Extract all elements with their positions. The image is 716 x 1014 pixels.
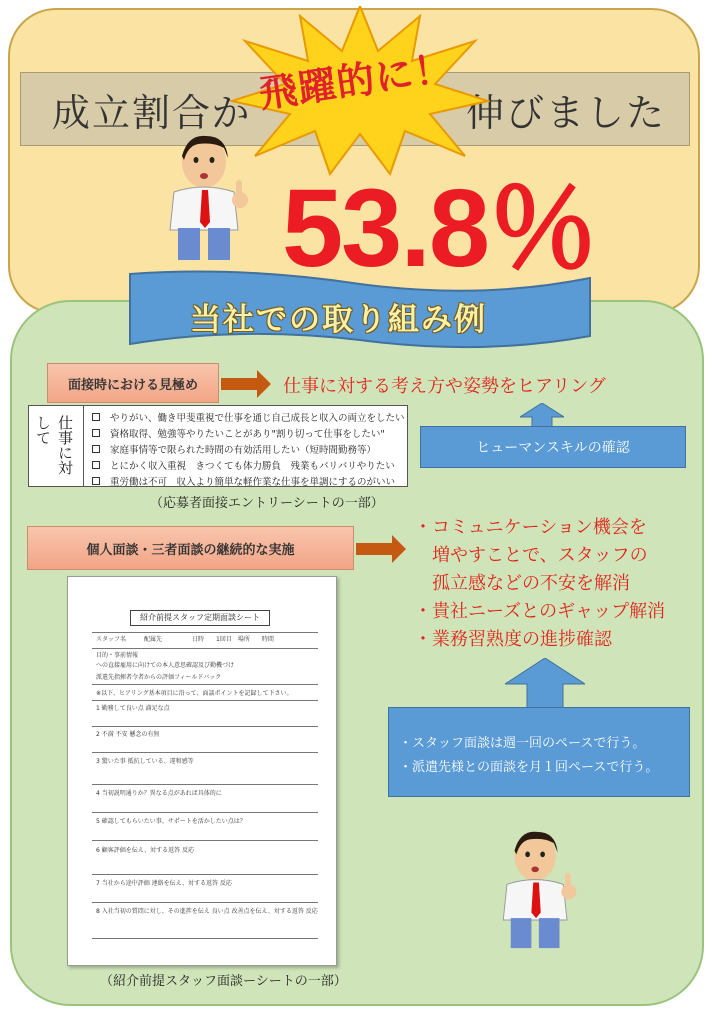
arrow-up-icon bbox=[505, 658, 585, 708]
doc-rule bbox=[92, 840, 318, 841]
checkbox-icon bbox=[92, 477, 100, 485]
doc-title: 紹介前提スタッフ定期面談シート bbox=[130, 610, 270, 626]
headline-right: 伸びました bbox=[466, 91, 667, 135]
businessman-icon bbox=[492, 822, 582, 957]
doc-text: 7 当社から途中評価 連絡を伝え、対する返答 反応 bbox=[96, 880, 232, 887]
doc-rule bbox=[92, 752, 318, 753]
doc-rule bbox=[92, 874, 318, 875]
result-line: ・貴社ニーズとのギャップ解消 bbox=[414, 601, 666, 622]
doc-text: 3 驚いた事 抵抗している、違和感等 bbox=[96, 758, 194, 765]
skill-check-box: ヒューマンスキルの確認 bbox=[420, 426, 686, 468]
checkbox-icon bbox=[92, 413, 100, 421]
result-line: 孤立感などの不安を解消 bbox=[414, 573, 630, 594]
doc-rule bbox=[92, 784, 318, 785]
continuous-results bbox=[414, 514, 665, 654]
meeting-line: ・派遣先様との面談を月１回ペースで行う。 bbox=[399, 760, 659, 775]
doc-rule bbox=[92, 938, 318, 939]
arrow-right-icon bbox=[356, 543, 392, 555]
entry-sheet-label bbox=[28, 405, 84, 487]
doc-caption: （紹介前提スタッフ面談ーシートの一部） bbox=[100, 974, 347, 989]
entry-row: 重労働は不可 収入より簡単な軽作業な仕事を単調にするのがいい bbox=[92, 474, 395, 488]
entry-row: 資格取得、勉強等やりたいことがあり"割り切って仕事をしたい" bbox=[92, 426, 385, 440]
result-line: ・業務習熟度の進捗確認 bbox=[414, 629, 612, 650]
doc-text: 派遣先指揮者令者からの評価フィールドバック bbox=[96, 674, 222, 681]
checkbox-icon bbox=[92, 445, 100, 453]
doc-rule bbox=[92, 902, 318, 903]
meeting-frequency-box bbox=[388, 707, 690, 797]
entry-row: とにかく収入重視 きつくても体力勝負 残業もバリバリやりたい bbox=[92, 458, 395, 472]
doc-text: 4 当初説明通りか？異なる点があれば具体的に bbox=[96, 790, 222, 797]
result-line: 増やすことで、スタッフの bbox=[414, 545, 648, 566]
doc-rule bbox=[92, 812, 318, 813]
continuous-label-box: 個人面談・三者面談の継続的な実施 bbox=[27, 526, 354, 570]
result-line: ・コミュニケーション機会を bbox=[414, 517, 647, 538]
entry-sheet-caption: （応募者面接エントリーシートの一部） bbox=[150, 496, 384, 511]
burst-text: 飛躍的に！ bbox=[256, 45, 456, 117]
checkbox-icon bbox=[92, 429, 100, 437]
doc-rule bbox=[92, 648, 318, 649]
doc-text: への直接雇用に向けての本人意思確認及び勤機づけ bbox=[96, 662, 235, 669]
entry-sheet-label-text: 仕事に対して bbox=[34, 415, 74, 475]
entry-row: 家庭事情等で限られた時間の有効活用したい（短時間勤務等） bbox=[92, 442, 376, 456]
meeting-line: ・スタッフ面談は週一回のペースで行う。 bbox=[399, 736, 646, 751]
doc-rule bbox=[92, 684, 318, 685]
doc-text: 8 入社当初の質問に対し、その進捗を伝え 良い点 改善点を伝え、対する返答 反応 bbox=[96, 908, 318, 915]
doc-rule bbox=[92, 726, 318, 727]
businessman-icon bbox=[158, 130, 254, 265]
interview-result: 仕事に対する考え方や姿勢をヒアリング bbox=[283, 376, 606, 397]
interview-label-box: 面接時における見極め bbox=[47, 363, 219, 403]
doc-text: 目的・事前情報 bbox=[96, 652, 139, 659]
doc-text: 1 勤務して良い点 満足な点 bbox=[96, 705, 170, 712]
doc-text: ※以下、ヒアリング基本項目に沿って、面談ポイントを記録して下さい。 bbox=[96, 690, 293, 697]
doc-text: 6 顧客評価を伝え、対する返答 反応 bbox=[96, 847, 194, 854]
headline-left: 成立割合が bbox=[52, 91, 253, 135]
doc-rule bbox=[92, 632, 318, 633]
arrow-right-icon bbox=[221, 378, 257, 390]
entry-row: やりがい、働き甲斐重視で仕事を通じ自己成長と収入の両立をしたい bbox=[92, 410, 405, 424]
checkbox-icon bbox=[92, 461, 100, 469]
doc-text: 5 確認してもらいたい事、サポートを活かしたい点は？ bbox=[96, 818, 246, 825]
doc-rule bbox=[92, 700, 318, 701]
ribbon-label: 当社での取り組み例 bbox=[190, 302, 487, 338]
doc-text: 2 不満 不安 懸念の有無 bbox=[96, 731, 160, 738]
big-number: 53.8％ bbox=[282, 167, 597, 290]
doc-text: スタッフ名 配属先 日時 1回目 場所 時間 bbox=[96, 636, 274, 643]
